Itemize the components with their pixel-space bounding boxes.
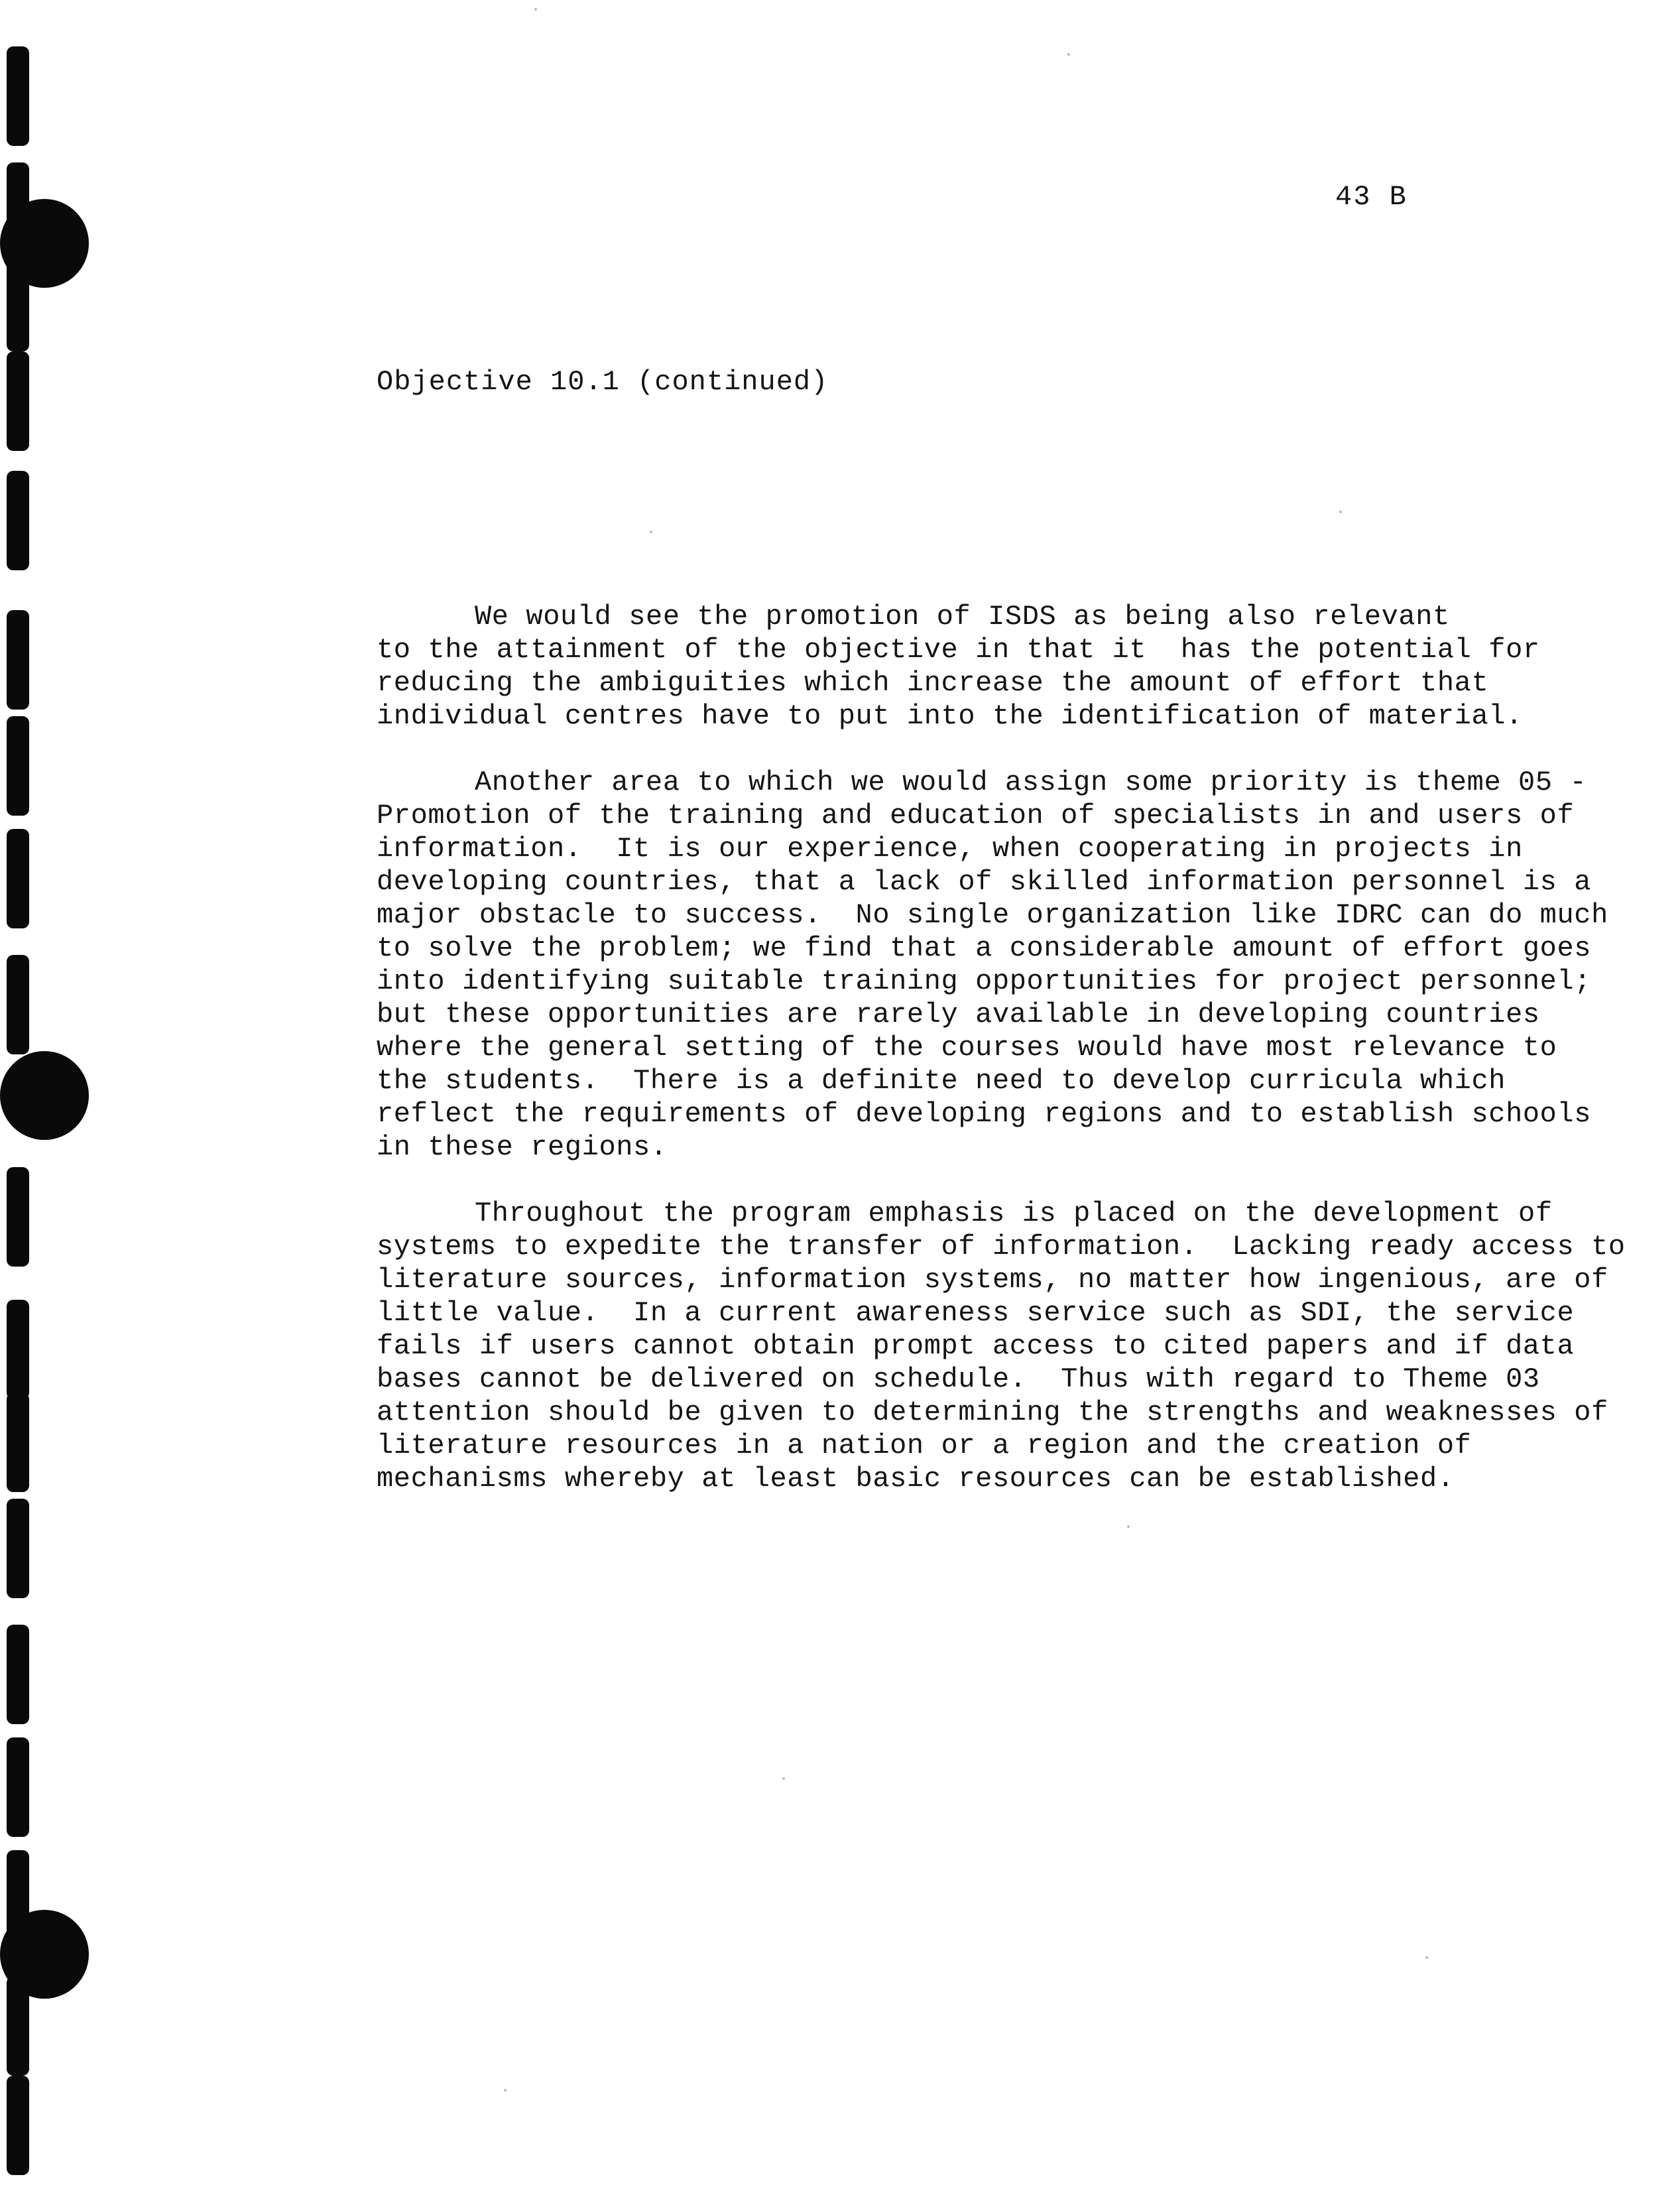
paragraph-theme-03 bbox=[377, 1197, 1626, 1495]
scan-speck bbox=[1067, 53, 1070, 56]
punch-mark bbox=[7, 1393, 29, 1492]
punch-mark bbox=[7, 2076, 29, 2175]
scan-speck bbox=[782, 1777, 785, 1780]
text-line: reflect the requirements of developing regions and to establish schools bbox=[377, 1098, 1592, 1130]
text-line: little value. In a current awareness service such as SDI, the service bbox=[377, 1297, 1575, 1329]
punch-mark bbox=[7, 351, 29, 451]
scan-speck bbox=[504, 2089, 507, 2092]
punch-mark bbox=[7, 610, 29, 710]
binder-punch-marks bbox=[0, 0, 106, 2191]
punch-mark bbox=[7, 955, 29, 1054]
punch-mark bbox=[7, 829, 29, 928]
scan-speck bbox=[650, 531, 652, 533]
text-line: in these regions. bbox=[377, 1131, 668, 1163]
text-line: Another area to which we would assign some priority is theme 05 - bbox=[475, 767, 1587, 798]
text-line: information. It is our experience, when cooperating in projects in bbox=[377, 833, 1523, 865]
scan-speck bbox=[534, 8, 537, 11]
punch-mark bbox=[7, 252, 29, 351]
page-number: 43 B bbox=[1335, 181, 1408, 213]
punch-mark bbox=[7, 1976, 29, 2076]
text-line: reducing the ambiguities which increase the amount of effort that bbox=[377, 667, 1489, 699]
text-line: systems to expedite the transfer of information. Lacking ready access to bbox=[377, 1231, 1626, 1263]
text-line: to solve the problem; we find that a considerable amount of effort goes bbox=[377, 932, 1592, 964]
text-line: individual centres have to put into the identification of material. bbox=[377, 700, 1523, 732]
punch-mark bbox=[7, 1167, 29, 1267]
text-line: Promotion of the training and education of specialists in and users of bbox=[377, 800, 1575, 832]
punch-mark bbox=[7, 1300, 29, 1399]
text-line: literature sources, information systems, no matter how ingenious, are of bbox=[377, 1264, 1608, 1296]
paragraph-theme-05 bbox=[377, 766, 1623, 1164]
paragraph-isds bbox=[377, 600, 1623, 733]
punch-mark bbox=[7, 1737, 29, 1837]
text-line: developing countries, that a lack of skilled information personnel is a bbox=[377, 866, 1592, 898]
text-line: to the attainment of the objective in that it has the potential for bbox=[377, 634, 1540, 666]
text-line: mechanisms whereby at least basic resources can be established. bbox=[377, 1463, 1455, 1495]
text-line: but these opportunities are rarely available in developing countries bbox=[377, 999, 1540, 1031]
punch-mark bbox=[7, 716, 29, 816]
text-line: Throughout the program emphasis is placed on the development of bbox=[475, 1198, 1553, 1229]
body-text bbox=[377, 600, 1626, 1529]
scan-speck bbox=[1339, 511, 1342, 513]
section-heading: Objective 10.1 (continued) bbox=[377, 366, 829, 398]
punch-mark bbox=[7, 1625, 29, 1724]
text-line: We would see the promotion of ISDS as being also relevant bbox=[475, 601, 1450, 633]
punch-hole bbox=[0, 1051, 89, 1140]
text-line: the students. There is a definite need to develop curricula which bbox=[377, 1065, 1506, 1097]
text-line: where the general setting of the courses would have most relevance to bbox=[377, 1032, 1557, 1064]
text-line: attention should be given to determining the strengths and weaknesses of bbox=[377, 1397, 1608, 1428]
punch-mark bbox=[7, 1499, 29, 1598]
text-line: bases cannot be delivered on schedule. Thus with regard to Theme 03 bbox=[377, 1363, 1540, 1395]
text-line: major obstacle to success. No single organization like IDRC can do much bbox=[377, 899, 1608, 931]
text-line: into identifying suitable training opportunities for project personnel; bbox=[377, 966, 1592, 997]
scan-speck bbox=[1425, 1956, 1428, 1959]
punch-mark bbox=[7, 46, 29, 146]
text-line: fails if users cannot obtain prompt access to cited papers and if data bbox=[377, 1330, 1575, 1362]
punch-mark bbox=[7, 471, 29, 570]
text-line: literature resources in a nation or a region and the creation of bbox=[377, 1430, 1472, 1462]
